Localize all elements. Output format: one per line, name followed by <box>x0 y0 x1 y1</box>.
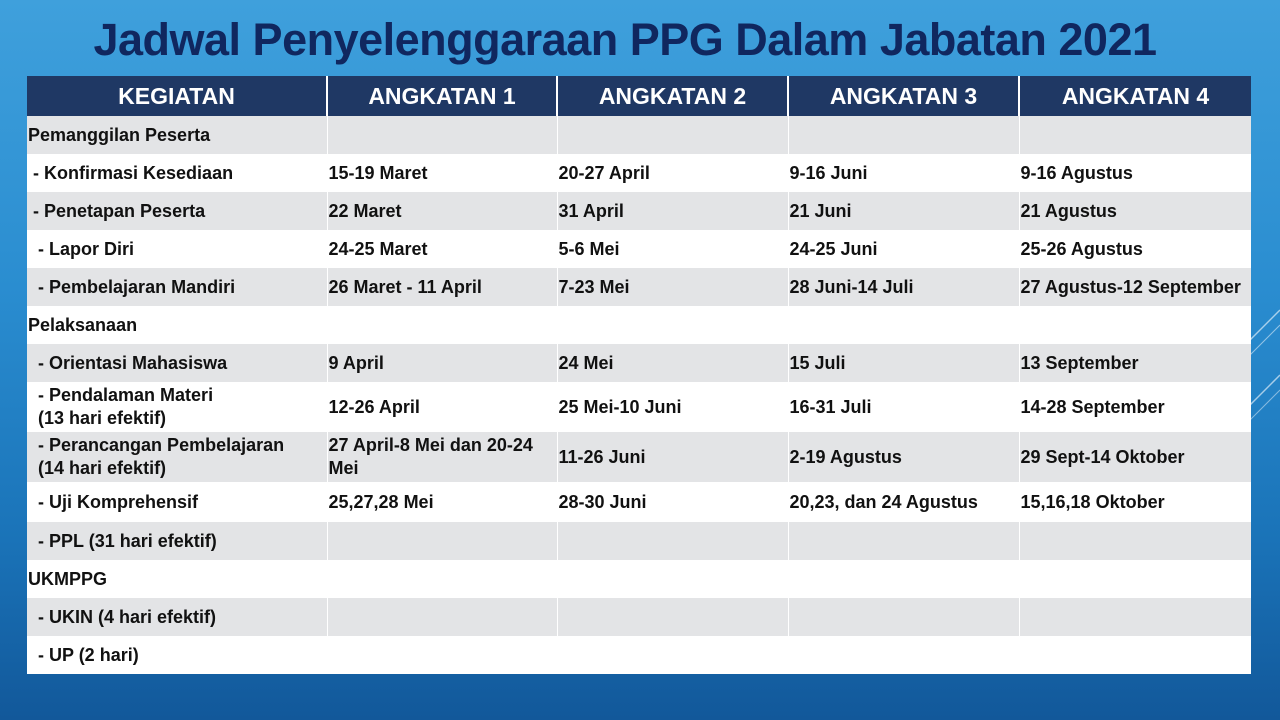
angkatan-1-cell <box>327 636 557 674</box>
angkatan-1-cell: 9 April <box>327 344 557 382</box>
angkatan-4-cell <box>1019 306 1251 344</box>
angkatan-3-cell <box>788 116 1019 154</box>
table-row <box>27 636 1251 674</box>
angkatan-4-cell <box>1019 636 1251 674</box>
angkatan-2-cell: 28-30 Juni <box>557 482 788 522</box>
activity-cell: Pelaksanaan <box>27 306 327 344</box>
angkatan-4-cell: 9-16 Agustus <box>1020 162 1133 183</box>
activity-cell: - Penetapan Peserta <box>27 192 327 230</box>
angkatan-3-cell <box>788 560 1019 598</box>
angkatan-2-cell <box>557 598 788 636</box>
angkatan-4-cell: 21 Agustus <box>1020 200 1117 221</box>
header-angkatan-3: ANGKATAN 3 <box>788 76 1019 116</box>
activity-cell: - Perancangan Pembelajaran (14 hari efektif) <box>27 432 327 482</box>
angkatan-4-cell <box>1019 598 1251 636</box>
table-row <box>27 598 1251 636</box>
angkatan-3-cell <box>788 598 1019 636</box>
angkatan-3-cell <box>788 636 1019 674</box>
angkatan-2-cell <box>557 636 788 674</box>
angkatan-1-cell: 12-26 April <box>327 382 557 432</box>
angkatan-1-cell: 27 April-8 Mei dan 20-24 Mei <box>327 432 557 482</box>
table-row <box>27 382 1251 432</box>
angkatan-4-cell: 13 September <box>1020 352 1139 373</box>
angkatan-2-cell: 11-26 Juni <box>557 432 788 482</box>
activity-cell: - UKIN (4 hari efektif) <box>27 598 327 636</box>
table-row <box>27 154 1251 192</box>
activity-cell: - Orientasi Mahasiswa <box>27 344 327 382</box>
angkatan-2-cell: 25 Mei-10 Juni <box>557 382 788 432</box>
table-row <box>27 116 1251 154</box>
angkatan-1-cell: 22 Maret <box>327 192 557 230</box>
angkatan-4-cell <box>1019 522 1251 560</box>
angkatan-3-cell <box>788 306 1019 344</box>
table-header-row <box>27 76 1251 116</box>
angkatan-1-cell <box>327 598 557 636</box>
angkatan-1-cell: 15-19 Maret <box>327 154 557 192</box>
angkatan-3-cell: 24-25 Juni <box>788 230 1019 268</box>
angkatan-2-cell <box>557 306 788 344</box>
activity-cell: UKMPPG <box>27 560 327 598</box>
activity-cell: - Pembelajaran Mandiri <box>27 268 327 306</box>
activity-cell: Pemanggilan Peserta <box>27 116 327 154</box>
table-row <box>27 432 1251 482</box>
schedule-table <box>27 76 1251 674</box>
table-row <box>27 230 1251 268</box>
angkatan-3-cell: 15 Juli <box>788 344 1019 382</box>
table-row <box>27 268 1251 306</box>
angkatan-2-cell: 24 Mei <box>557 344 788 382</box>
angkatan-1-cell: 26 Maret - 11 April <box>327 268 557 306</box>
angkatan-4-cell <box>1019 560 1251 598</box>
table-row <box>27 344 1251 382</box>
angkatan-2-cell <box>557 560 788 598</box>
angkatan-2-cell: 31 April <box>557 192 788 230</box>
angkatan-1-cell <box>327 306 557 344</box>
angkatan-2-cell: 7-23 Mei <box>557 268 788 306</box>
angkatan-4-cell <box>1019 116 1251 154</box>
angkatan-1-cell: 24-25 Maret <box>327 230 557 268</box>
angkatan-4-cell: 29 Sept-14 Oktober <box>1020 446 1185 467</box>
activity-cell: - Uji Komprehensif <box>27 482 327 522</box>
table-row <box>27 482 1251 522</box>
angkatan-4-cell: 27 Agustus-12 September <box>1020 276 1241 297</box>
header-kegiatan: KEGIATAN <box>27 76 327 116</box>
table-row <box>27 192 1251 230</box>
angkatan-3-cell: 9-16 Juni <box>788 154 1019 192</box>
angkatan-2-cell <box>557 522 788 560</box>
angkatan-1-cell <box>327 560 557 598</box>
angkatan-3-cell: 2-19 Agustus <box>788 432 1019 482</box>
activity-cell: - PPL (31 hari efektif) <box>27 522 327 560</box>
angkatan-4-cell: 25-26 Agustus <box>1020 238 1143 259</box>
angkatan-1-cell <box>327 116 557 154</box>
angkatan-3-cell: 28 Juni-14 Juli <box>788 268 1019 306</box>
angkatan-3-cell: 16-31 Juli <box>788 382 1019 432</box>
angkatan-2-cell: 20-27 April <box>557 154 788 192</box>
table-row <box>27 522 1251 560</box>
activity-cell: - Lapor Diri <box>27 230 327 268</box>
angkatan-1-cell <box>327 522 557 560</box>
angkatan-3-cell <box>788 522 1019 560</box>
header-angkatan-1: ANGKATAN 1 <box>327 76 557 116</box>
angkatan-4-cell: 14-28 September <box>1020 396 1165 417</box>
header-angkatan-4: ANGKATAN 4 <box>1019 76 1251 116</box>
angkatan-2-cell <box>557 116 788 154</box>
angkatan-4-cell: 15,16,18 Oktober <box>1020 491 1165 512</box>
activity-cell: - Pendalaman Materi (13 hari efektif) <box>27 382 327 432</box>
angkatan-3-cell: 21 Juni <box>788 192 1019 230</box>
activity-cell: - Konfirmasi Kesediaan <box>27 154 327 192</box>
table-row <box>27 560 1251 598</box>
angkatan-2-cell: 5-6 Mei <box>557 230 788 268</box>
angkatan-3-cell: 20,23, dan 24 Agustus <box>788 482 1019 522</box>
table-row <box>27 306 1251 344</box>
page-title: Jadwal Penyelenggaraan PPG Dalam Jabatan 2021 <box>93 14 1157 65</box>
angkatan-1-cell: 25,27,28 Mei <box>327 482 557 522</box>
header-angkatan-2: ANGKATAN 2 <box>557 76 788 116</box>
activity-cell: - UP (2 hari) <box>27 636 327 674</box>
